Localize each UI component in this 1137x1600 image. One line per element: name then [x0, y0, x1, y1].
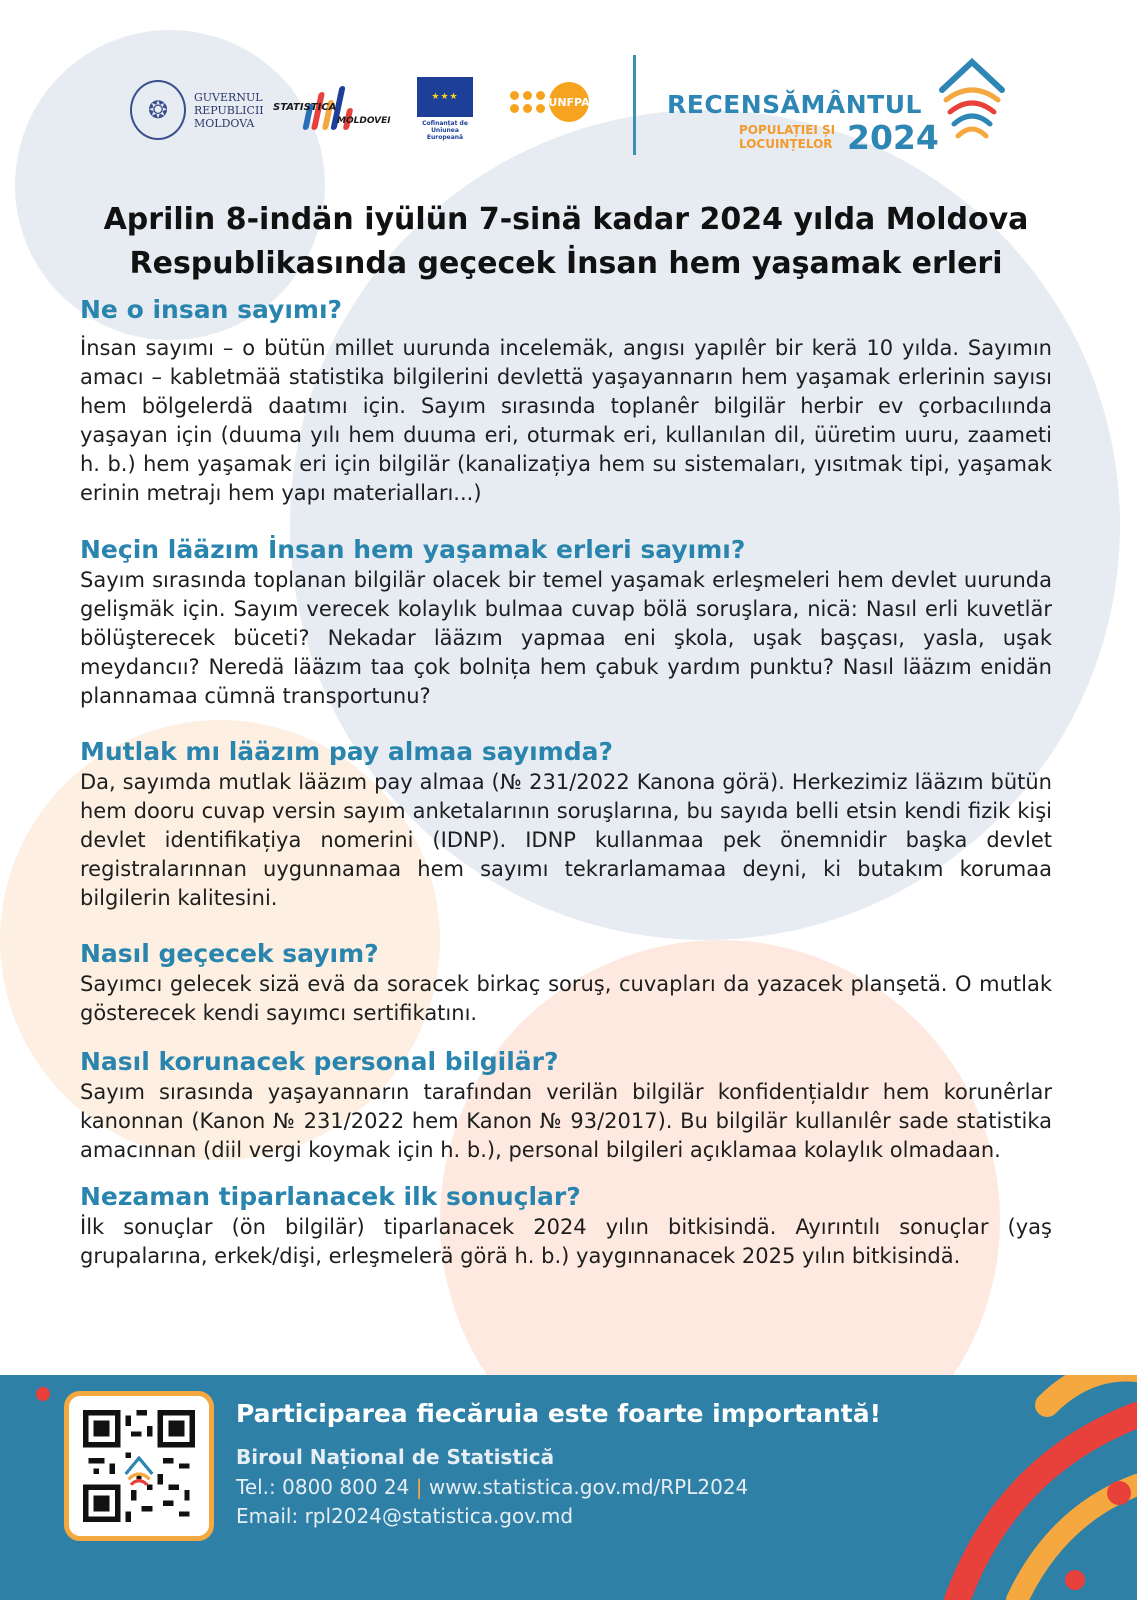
decorative-dot	[36, 1387, 50, 1401]
footer-decoration	[897, 1375, 1137, 1600]
coat-of-arms-icon: ❂	[130, 80, 186, 140]
gov-line-3: MOLDOVA	[194, 116, 255, 130]
footer-website-link[interactable]: www.statistica.gov.md/RPL2024	[428, 1475, 749, 1499]
section-heading: Ne o insan sayımı?	[80, 295, 343, 324]
footer-email[interactable]: Email: rpl2024@statistica.gov.md	[236, 1504, 574, 1528]
government-logo	[130, 80, 264, 140]
eu-line-1: Cofinanțat de	[422, 120, 468, 127]
footer-separator: |	[415, 1475, 423, 1499]
section-heading: Neçin lääzım İnsan hem yaşamak erleri sayımı?	[80, 535, 746, 564]
logo-bar	[130, 55, 1020, 170]
section-how	[80, 938, 1052, 1028]
eu-line-2: Uniunea Europeană	[426, 127, 464, 141]
statistica-word: STATISTICA	[273, 102, 337, 113]
eu-logo	[412, 77, 478, 141]
census-subtitle	[739, 123, 835, 151]
census-sub-line-2: LOCUINȚELOR	[739, 137, 833, 151]
section-text: Sayım sırasında yaşayannarın tarafından verilän bilgilär konfidențialdır hem korunêrlar kanonnan (Kanon № 231/2022 hem Kanon № 93/2017). Bu bilgilär kullanılêr sade statistika amacınnan (diil vergi koymak için h. b.), personal bilgileri açıklamaa kolaylık olmadaan.	[80, 1080, 1052, 1162]
statistica-logo	[273, 80, 393, 140]
footer-phone[interactable]: Tel.: 0800 800 24	[236, 1475, 410, 1499]
page-title-line-2: Respublikasında geçecek İnsan hem yaşamak erleri	[129, 246, 1003, 281]
unfpa-badge: UNFPA	[549, 82, 589, 122]
census-logo	[667, 80, 1012, 160]
section-text: Sayım sırasında toplanan bilgilär olacek bir temel yaşamak erleşmeleri hem devlet uurunda gelişmäk için. Sayım verecek kolaylık bulmaa cuvap bölä soruşlara, nicä: Nasıl erli kuvetlär bölüşterecek büceti? Nekadar lääzım yapmaa eni şkola, uşak başçası, yasla, uşak meydancıı? Neredä lääzım taa çok bolnița hem çabuk yardım punktu? Nasıl lääzım enidän plannamaa cümnä transportunu?	[80, 568, 1052, 708]
footer-slogan: Participarea fiecăruia este foarte importantă!	[236, 1399, 881, 1428]
section-text: Sayımcı gelecek sizä evä da soracek birkaç soruş, cuvapları da yazacek planşetä. O mutlak gösterecek kendi sayımcı sertifikatını.	[80, 972, 1052, 1025]
footer-banner	[0, 1375, 1137, 1600]
section-text: İnsan sayımı – o bütün millet uurunda incelemäk, angısı yapılêr bir kerä 10 yılda. Sayımın amacı – kabletmää statistika bilgilerini devlettä yaşayannarın hem yaşamak erlerinin sayısı hem bölgelerdä daatımı için. Sayım sırasında toplanêr bilgilär herbir ev çorbacılıında yaşayan için (duuma yılı hem duuma eri, oturmak eri, kullanılan dil, üüretim uuru, zaameti h. b.) hem yaşamak eri için bilgilär (kanalizațiya hem su sistemaları, yısıtmak tipi, yaşamak erinin metrajı hem yapı materialları...)	[80, 336, 1052, 505]
section-heading: Nasıl korunacek personal bilgilär?	[80, 1047, 559, 1076]
main-content	[80, 198, 1052, 1271]
section-text: Da, sayımda mutlak lääzım pay almaa (№ 231/2022 Kanona görä). Herkezimiz lääzım bütün hem dooru cuvap versin sayım anketalarının soruşlarına, bu sayıda belli etsin kendi fizik kişi devlet identifikațiya nomerini (IDNP). IDNP kullanmaa pek önemnidir başka devlet registralarınnan uygunnamaa hem sayımı tekrarlamamaa deyni, ki butakım korumaa bilgilerin kalitesini.	[80, 770, 1052, 910]
section-heading: Nasıl geçecek sayım?	[80, 939, 379, 968]
section-heading: Nezaman tiparlanacek ilk sonuçlar?	[80, 1182, 581, 1211]
qr-code-icon	[83, 1410, 195, 1522]
gov-line-2: REPUBLICII	[194, 103, 264, 117]
gov-line-1: GUVERNUL	[194, 90, 263, 104]
section-what-is-census	[80, 294, 1052, 508]
unfpa-dots-icon	[510, 91, 545, 113]
census-year: 2024	[847, 118, 939, 157]
section-results	[80, 1181, 1052, 1271]
logo-divider	[633, 55, 636, 155]
section-text: İlk sonuçlar (ön bilgilär) tiparlanacek 2024 yılın bitkisindä. Ayırıntılı sonuçlar (yaş grupalarına, erkek/dişi, erleşmelerä görä h. b.) yaygınnanacek 2025 yılın bitkisindä.	[80, 1215, 1052, 1268]
section-data-protection	[80, 1046, 1052, 1165]
section-why-census	[80, 534, 1052, 711]
census-sub-line-1: POPULAȚIEI ȘI	[739, 123, 836, 137]
census-house-icon	[932, 50, 1012, 150]
qr-code[interactable]	[64, 1391, 214, 1541]
footer-organization: Biroul Național de Statistică	[236, 1445, 555, 1469]
unfpa-logo	[510, 82, 589, 122]
section-heading: Mutlak mı lääzım pay almaa sayımda?	[80, 737, 613, 766]
footer-contact-line	[236, 1475, 748, 1499]
moldovei-word: MOLDOVEI	[337, 116, 391, 126]
section-mandatory	[80, 736, 1052, 913]
census-title: RECENSĂMÂNTUL	[667, 90, 922, 119]
page-title-line-1: Aprilin 8-indän iyülün 7-sinä kadar 2024 yılda Moldova	[103, 202, 1029, 237]
page-title	[80, 198, 1052, 286]
eu-flag-icon: ★★★	[417, 77, 473, 117]
